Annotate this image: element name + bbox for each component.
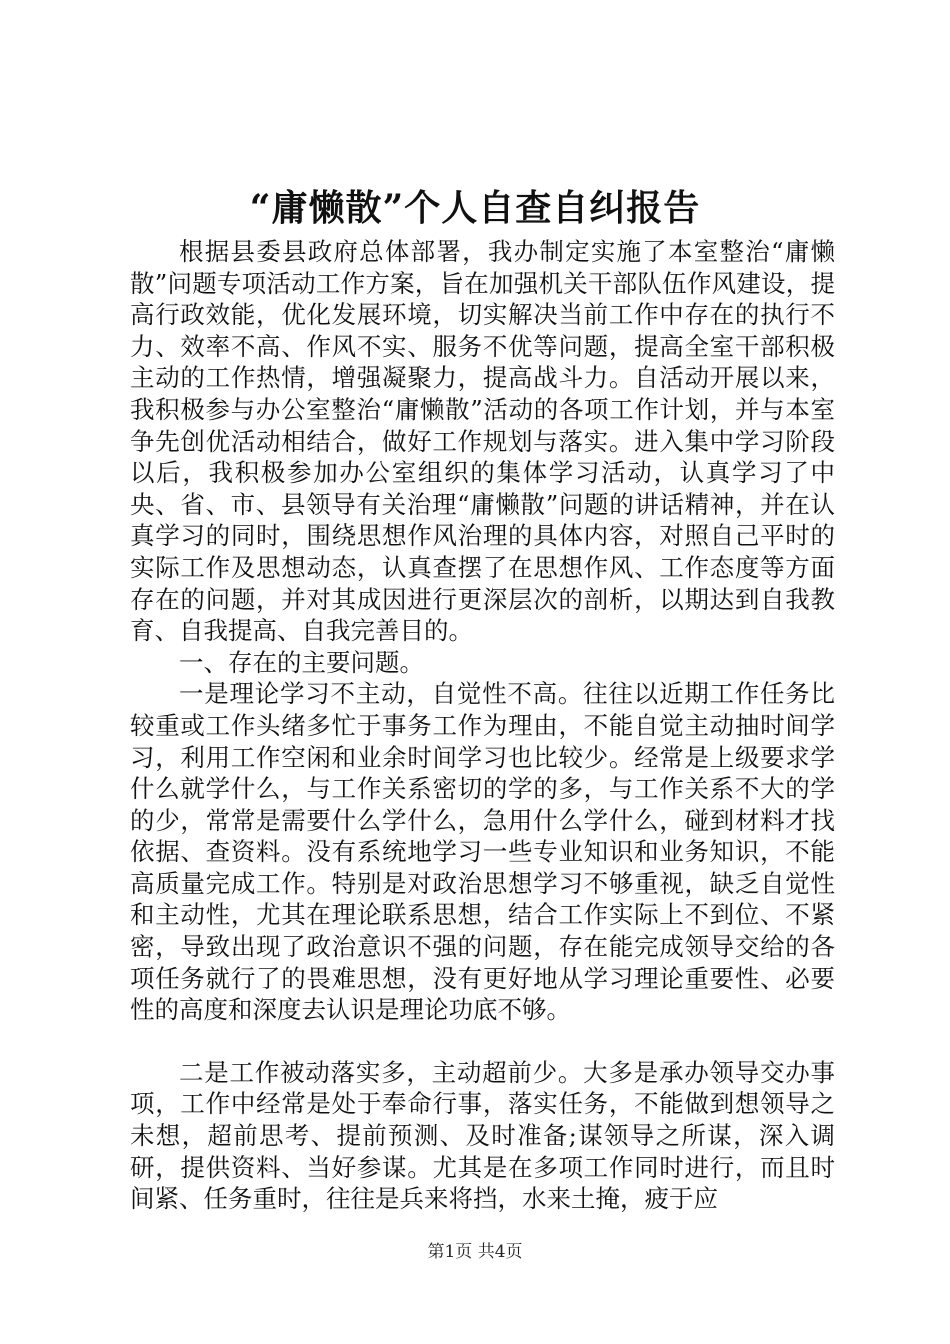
paragraph-problem-two: 二是工作被动落实多，主动超前少。大多是承办领导交办事项，工作中经常是处于奉命行事，落实任务，不能做到想领导之未想，超前思考、提前预测、及时准备;谋领导之所谋，深入调研，提供资料、当好参谋。尤其是在多项工作同时进行，而且时间紧、任务重时，往往是兵来将挡，水来土掩，疲于应 [130,1057,835,1214]
document-title: “庸懒散”个人自查自纠报告 [249,187,701,229]
paragraph-problem-one: 一是理论学习不主动，自觉性不高。往往以近期工作任务比较重或工作头绪多忙于事务工作为理由，不能自觉主动抽时间学习，利用工作空闲和业余时间学习也比较少。经常是上级要求学什么就学什么，与工作关系密切的学的多，与工作关系不大的学的少，常常是需要什么学什么，急用什么学什么，碰到材料才找依据、查资料。没有系统地学习一些专业知识和业务知识，不能高质量完成工作。特别是对政治思想学习不够重视，缺乏自觉性和主动性，尤其在理论联系思想，结合工作实际上不到位、不紧密，导致出现了政治意识不强的问题，存在能完成领导交给的各项任务就行了的畏难思想，没有更好地从学习理论重要性、必要性的高度和深度去认识是理论功底不够。 [130,679,835,1025]
page-footer: 第1页 共4页 [427,1242,523,1262]
document-body [130,236,835,1215]
section-heading-problems: 一、存在的主要问题。 [179,647,424,677]
paragraph-intro: 根据县委县政府总体部署，我办制定实施了本室整治“庸懒散”问题专项活动工作方案，旨在加强机关干部队伍作风建设，提高行政效能，优化发展环境，切实解决当前工作中存在的执行不力、效率不高、作风不实、服务不优等问题，提高全室干部积极主动的工作热情，增强凝聚力，提高战斗力。自活动开展以来，我积极参与办公室整治“庸懒散”活动的各项工作计划，并与本室争先创优活动相结合，做好工作规划与落实。进入集中学习阶段以后，我积极参加办公室组织的集体学习活动，认真学习了中央、省、市、县领导有关治理“庸懒散”问题的讲话精神，并在认真学习的同时，围绕思想作风治理的具体内容，对照自己平时的实际工作及思想动态，认真查摆了在思想作风、工作态度等方面存在的问题，并对其成因进行更深层次的剖析，以期达到自我教育、自我提高、自我完善目的。 [130,237,835,646]
